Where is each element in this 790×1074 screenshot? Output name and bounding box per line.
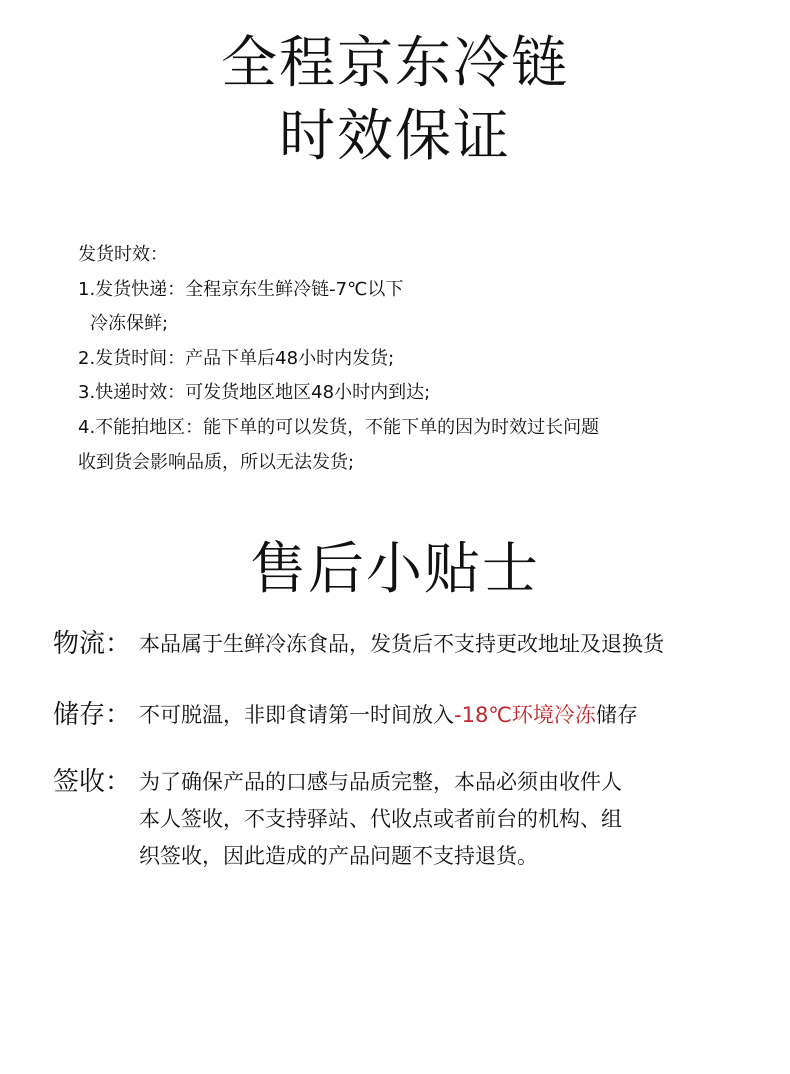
tip-storage-label: 储存： [53,700,132,730]
shipping-info-line-2: 2.发货时间：产品下单后48小时内发货; [78,347,395,369]
tip-storage [53,697,773,733]
shipping-info-heading: 发货时效： [78,244,168,265]
tip-sign-line-2: 本人签收，不支持驿站、代收点或者前台的机构、组 [139,807,622,831]
shipping-info-line-4: 4.不能拍地区：能下单的可以发货，不能下单的因为时效过长问题 [78,416,600,438]
shipping-info-line-1-cont: 冷冻保鲜; [90,313,169,335]
page-title-line-1: 全程京东冷链 [221,31,569,96]
shipping-info-block [78,238,758,480]
tip-storage-temperature-highlight: -18℃环境冷冻 [454,703,596,727]
tip-logistics-label: 物流： [53,629,132,659]
shipping-info-line-1: 1.发货快递：全程京东生鲜冷链-7℃以下 [78,278,404,300]
tip-logistics [53,626,773,662]
tip-sign [53,764,773,875]
tip-storage-text [139,697,638,733]
tip-sign-line-1: 为了确保产品的口感与品质完整，本品必须由收件人 [139,770,622,794]
after-sales-title: 售后小贴士 [250,537,540,602]
tip-sign-label: 签收： [53,767,132,797]
tip-storage-text-after: 储存 [595,703,638,727]
shipping-info-line-4-cont: 收到货会影响品质，所以无法发货; [78,451,355,473]
tip-logistics-text: 本品属于生鲜冷冻食品，发货后不支持更改地址及退换货 [139,632,664,656]
tip-storage-text-before: 不可脱温，非即食请第一时间放入 [139,703,454,727]
shipping-info-line-3: 3.快递时效：可发货地区地区48小时内到达; [78,382,431,404]
page-title-line-2: 时效保证 [279,104,511,169]
tip-sign-text [139,764,622,875]
tip-sign-line-3: 织签收，因此造成的产品问题不支持退货。 [139,844,538,868]
